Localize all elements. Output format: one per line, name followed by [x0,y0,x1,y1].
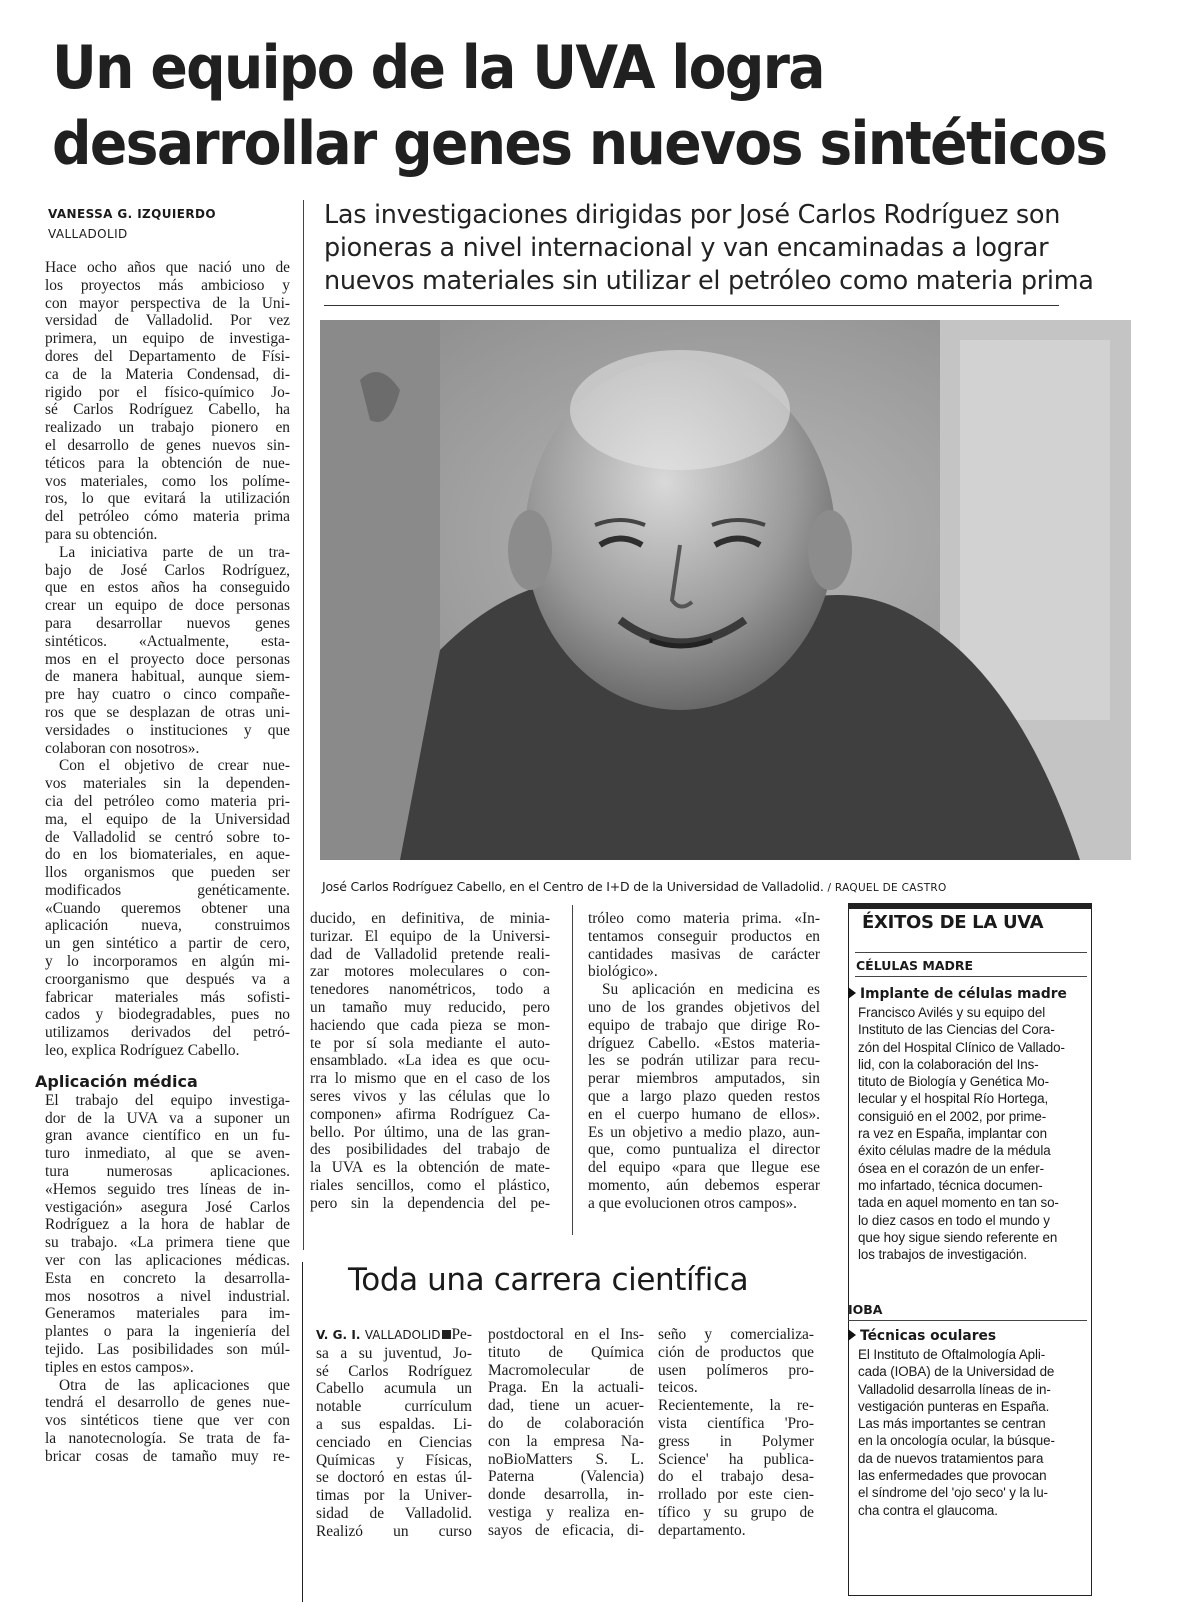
text-line: timas por la Univer- [316,1487,472,1505]
text-line: Otra de las aplicaciones que [59,1376,290,1394]
text-line: «Cuando queremos obtener una [45,899,290,917]
text-line: ros, lo que evitará la utilización [45,490,290,508]
text-line: los trabajos de investigación. [858,1247,1027,1263]
text-line: tura numerosas aplicaciones. [45,1163,290,1181]
text-line: tada en aquel momento en tan so- [858,1195,1059,1211]
text-line: versidades o instituciones y que [45,721,290,739]
text-line: vestiga y realiza en- [488,1503,644,1521]
text-line: de manera habitual, aunque siem- [45,668,290,686]
text-line: colaboran con nosotros». [45,739,200,757]
text-line: lid, con la colaboración del Ins- [858,1056,1039,1072]
text-line: utilizamos derivados del petró- [45,1024,290,1042]
headline-line-2: desarrollar genes nuevos sintéticos [52,109,1107,179]
text-line: sayos de eficacia, di- [488,1521,644,1539]
text-line: componen» afirma Rodríguez Ca- [310,1105,550,1123]
text-line: cados y biodegradables, pues no [45,1006,290,1024]
text-line: en el cuerpo humano de ellos». [588,1105,820,1123]
text-line: Cabello acumula un [316,1380,472,1398]
text-line: a que evolucionen otros campos». [588,1194,797,1212]
sidebar-text-ioba [858,1346,1090,1519]
text-line: vista científica 'Pro- [658,1414,814,1432]
triangle-bullet-icon [848,987,856,999]
text-line: ensamblado. «La idea es que ocu- [310,1052,550,1070]
text-line: Recientemente, la re- [658,1397,814,1415]
text-line: donde desarrolla, in- [488,1486,644,1504]
text-line: sa a su juventud, Jo- [316,1344,472,1362]
text-line: departamento. [658,1521,746,1539]
text-line: zón del Hospital Clínico de Vallado- [858,1039,1065,1055]
text-line: que en estos años ha conseguido [45,579,290,597]
text-line: tituto de Biología y Genética Mo- [858,1074,1049,1090]
text-line: teicos. [658,1379,698,1397]
text-line: te por sí sola mediante el auto- [310,1034,550,1052]
article-column-1-part-a [45,259,290,1060]
text-line: seres vivos y las células que lo [310,1087,550,1105]
text-line: lecular y el hospital Río Hortega, [858,1091,1049,1107]
text-line: sintéticos. «Actualmente, esta- [45,632,290,650]
text-line: aplicación nueva, construimos [45,917,290,935]
text-line: Químicas y Físicas, [316,1451,472,1469]
career-box-signature-place: VALLADOLID [364,1328,441,1342]
text-line: dores del Departamento de Físi- [45,347,290,365]
text-line: Su aplicación en medicina es [602,981,820,999]
text-line: ros que se desplazan de otras uni- [45,703,290,721]
column-divider [303,200,304,1250]
text-line: haciendo que cada pieza se mon- [310,1016,550,1034]
text-line: para desarrollar nuevos genes [45,614,290,632]
text-line: cha contra el glaucoma. [858,1502,998,1518]
text-line: lo diez casos en todo el mundo y [858,1212,1050,1228]
photo-credit: / RAQUEL DE CASTRO [827,882,947,894]
text-line: ósea en el corazón de un enfer- [858,1160,1044,1176]
text-line: crear un equipo de doce personas [45,597,290,615]
text-line: tífico y su grupo de [658,1503,814,1521]
text-line: bajo de José Carlos Rodríguez, [45,561,290,579]
text-line: Es un objetivo a medio plazo, aun- [588,1123,820,1141]
text-line: les se podrán utilizar para recu- [588,1052,820,1070]
text-line: da de nuevos tratamientos para [858,1450,1044,1466]
text-line: do en los biomateriales, en aque- [45,846,290,864]
text-line: la nanotecnología. Se trata de fa- [45,1430,290,1447]
box-divider [302,1262,303,1602]
subheadline-line: Las investigaciones dirigidas por José Carlos Rodríguez son [324,200,1061,230]
text-line: con la empresa Na- [488,1432,644,1450]
text-line: Valladolid desarrolla líneas de in- [858,1381,1051,1397]
text-line: notable currículum [316,1398,472,1416]
career-box-column-1-lines [316,1345,472,1541]
article-column-1-part-b [45,1092,290,1466]
triangle-bullet-icon [848,1329,856,1341]
text-line: postdoctoral en el Ins- [488,1326,644,1343]
text-line: mo infartado, técnica documen- [858,1177,1043,1193]
text-line: Science' ha publica- [658,1450,814,1468]
text-line: noBioMatters S. L. [488,1450,644,1468]
text-line: Generamos materiales para im- [45,1305,290,1323]
text-line: vos materiales, como los políme- [45,472,290,490]
text-line: El Instituto de Oftalmología Apli- [858,1347,1046,1362]
text-line: «Hemos seguido tres líneas de in- [45,1180,290,1198]
text-line: La iniciativa parte de un tra- [59,543,290,561]
text-line: su trabajo. «La primera tiene que [45,1234,290,1252]
text-line: usen polímeros pro- [658,1361,814,1379]
text-line: ca de la Materia Condensad, di- [45,365,290,383]
text-line: pero sin la dependencia del pe- [310,1194,550,1212]
career-box-first-word: Pe- [451,1326,472,1343]
text-line: bello. Por último, una de las gran- [310,1123,550,1141]
text-line: vestigación punteras en España. [858,1398,1050,1414]
text-line: tituto de Química [488,1343,644,1361]
text-line: se doctoró en estas úl- [316,1469,472,1487]
text-line: El trabajo del equipo investiga- [45,1091,290,1109]
sidebar-section-label: CÉLULAS MADRE [856,958,974,973]
text-line: mos en el proyecto doce personas [45,650,290,668]
text-line: zar motores moleculares o con- [310,963,550,981]
text-line: a sus espaldas. Li- [316,1415,472,1433]
text-line: ción de productos que [658,1343,814,1361]
text-line: sidad de Valladolid. [316,1504,472,1522]
text-line: el síndrome del 'ojo seco' y la lu- [858,1485,1048,1501]
career-box-column-1 [316,1326,472,1541]
headline-line-1: Un equipo de la UVA logra [52,33,824,103]
text-line: tentamos conseguir productos en [588,927,820,945]
byline-author: VANESSA G. IZQUIERDO [48,207,216,221]
photo-caption [322,879,1142,894]
subheadline-line: nuevos materiales sin utilizar el petróleo como materia prima [324,266,1094,296]
text-line: Realizó un curso [316,1522,472,1540]
subheadline [324,199,1154,298]
text-line: las enfermedades que provocan [858,1468,1047,1484]
text-line: vos sintéticos tiene que ver con [45,1412,290,1430]
text-line: modificados genéticamente. [45,881,290,899]
text-line: Esta en concreto la desarrolla- [45,1269,290,1287]
text-line: del petróleo cómo materia prima [45,508,290,526]
text-line: turo inmediato, al que se aven- [45,1145,290,1163]
career-box-title: Toda una carrera científica [348,1262,749,1298]
text-line: los proyectos más ambicioso y [45,276,290,294]
text-line: do de colaboración [488,1414,644,1432]
text-line: pre hay cuatro o cinco compañe- [45,686,290,704]
text-line: do el trabajo desa- [658,1468,814,1486]
text-line: consiguió en el 2002, por prime- [858,1108,1047,1124]
text-line: cada (IOBA) de la Universidad de [858,1364,1055,1380]
text-line: vos materiales sin la dependen- [45,775,290,793]
portrait-photo-image [320,320,1131,860]
article-column-3 [588,910,820,1213]
article-column-1 [35,259,290,1466]
sidebar-item-title [848,986,1067,1002]
text-line: primera, un equipo de investiga- [45,330,290,348]
text-line: sé Carlos Rodríguez Cabello, ha [45,401,290,419]
text-line: tejido. Las posibilidades son múl- [45,1341,290,1359]
text-line: dad, tiene un acuer- [488,1397,644,1415]
text-line: que a largo plazo queden restos [588,1087,820,1105]
text-line: ducido, en definitiva, de minia- [310,910,550,927]
text-line: dad de Valladolid pretende reali- [310,945,550,963]
sidebar-item-title [848,1328,996,1344]
text-line: cenciado en Ciencias [316,1433,472,1451]
text-line: leo, explica Rodríguez Cabello. [45,1042,240,1060]
text-line: gress in Polymer [658,1432,814,1450]
text-line: Paterna (Valencia) [488,1468,644,1486]
text-line: Praga. En la actuali- [488,1379,644,1397]
text-line: gran avance científico en un fu- [45,1127,290,1145]
text-line: que hoy sigue siendo referente en [858,1229,1058,1245]
text-line: perar miembros amputados, sin [588,1070,820,1088]
text-line: dor de la UVA va a suponer un [45,1109,290,1127]
text-line: en la oncología ocular, la búsque- [858,1433,1055,1449]
text-line: mos nosotros a nivel industrial. [45,1287,290,1305]
sidebar-rule [855,952,1087,953]
text-line: riales sencillos, como el plástico, [310,1176,550,1194]
text-line: Macromolecular de [488,1361,644,1379]
text-line: momento, aún debemos esperar [588,1176,820,1194]
career-box-signature: V. G. I. [316,1328,361,1342]
portrait-photo [320,320,1131,860]
headline [52,30,1107,182]
text-line: éxito células madre de la médula [858,1143,1051,1159]
text-line: des posibilidades del trabajo de [310,1141,550,1159]
text-line: plantes o para la ingeniería del [45,1323,290,1341]
text-line: croorganismo que después va a [45,970,290,988]
text-line: Con el objetivo de crear nue- [59,757,290,775]
text-line: tenedores nanométricos, todo a [310,981,550,999]
text-line: un gen sintético a partir de cero, [45,935,290,953]
text-line: vestigación» asegura José Carlos [45,1198,290,1216]
text-line: tiples en estos campos». [45,1358,194,1376]
byline-place: VALLADOLID [48,227,128,241]
text-line: ma, el equipo de la Universidad [45,810,290,828]
sidebar-rule [855,976,1087,977]
sidebar-section-label: IOBA [848,1302,883,1317]
sidebar-rule [848,1320,1087,1321]
text-line: realizado un trabajo pionero en [45,419,290,437]
text-line: equipo de trabajo que dirige Ro- [588,1016,820,1034]
text-line: rigido por el físico-químico Jo- [45,383,290,401]
text-line: tróleo como materia prima. «In- [588,910,820,927]
text-line: sé Carlos Rodríguez [316,1362,472,1380]
text-line: que, como puntualiza el director [588,1141,820,1159]
text-line: Las más importantes se centran [858,1416,1046,1432]
sidebar-item-title-text: Implante de células madre [860,986,1067,1002]
text-line: y lo incorporamos en algún mi- [45,953,290,971]
text-line: fabricar materiales más sofisti- [45,988,290,1006]
subheadline-rule [324,305,1059,306]
text-line: llos organismos que pueden ser [45,864,290,882]
text-line: con mayor perspectiva de la Uni- [45,294,290,312]
photo-caption-text: José Carlos Rodríguez Cabello, en el Centro de I+D de la Universidad de Valladolid. [322,879,824,894]
text-line: del equipo «para que llegue ese [588,1159,820,1177]
text-line: rrollado por este cien- [658,1486,814,1504]
text-line: la UVA es la obtención de mate- [310,1159,550,1177]
text-line: seño y comercializa- [658,1326,814,1343]
text-line: turizar. El equipo de la Universi- [310,927,550,945]
text-line: Instituto de las Ciencias del Cora- [858,1022,1055,1038]
text-line: bricar cosas de tamaño muy re- [45,1447,290,1465]
text-line: ver con las aplicaciones médicas. [45,1252,290,1270]
text-line: el desarrollo de genes nuevos sin- [45,436,290,454]
text-line: un tamaño muy reducido, pero [310,998,550,1016]
sidebar-item-title-text: Técnicas oculares [860,1328,997,1344]
text-line: para su obtención. [45,525,158,543]
column-divider [572,905,573,1235]
text-line: uno de los grandes objetivos del [588,998,820,1016]
article-column-2 [310,910,550,1213]
text-line: cia del petróleo como materia pri- [45,792,290,810]
career-box-column-2 [488,1326,644,1540]
section-heading-aplicacion-medica: Aplicación médica [35,1071,198,1091]
subheadline-line: pioneras a nivel internacional y van encaminadas a lograr [324,233,1049,263]
text-line: cantidades masivas de carácter [588,945,820,963]
text-line: téticos para la obtención de nue- [45,454,290,472]
text-line: rra lo mismo que en el caso de los [310,1070,550,1088]
text-line: tendrá el desarrollo de genes nue- [45,1394,290,1412]
text-line: dríguez Cabello. «Estos materia- [588,1034,820,1052]
career-box-column-3 [658,1326,814,1540]
sidebar-title: ÉXITOS DE LA UVA [862,912,1044,933]
text-line: Rodríguez a la hora de hablar de [45,1216,290,1234]
text-line: Hace ocho años que nació uno de [45,259,290,276]
text-line: Francisco Avilés y su equipo del [858,1005,1046,1020]
text-line: de Valladolid se centró sobre to- [45,828,290,846]
text-line: biológico». [588,963,658,981]
career-box-signature-line [316,1326,472,1345]
text-line: versidad de Valladolid. Por vez [45,312,290,330]
sidebar-text-celulas-madre [858,1004,1090,1263]
text-line: ra vez en España, implantar con [858,1126,1047,1142]
